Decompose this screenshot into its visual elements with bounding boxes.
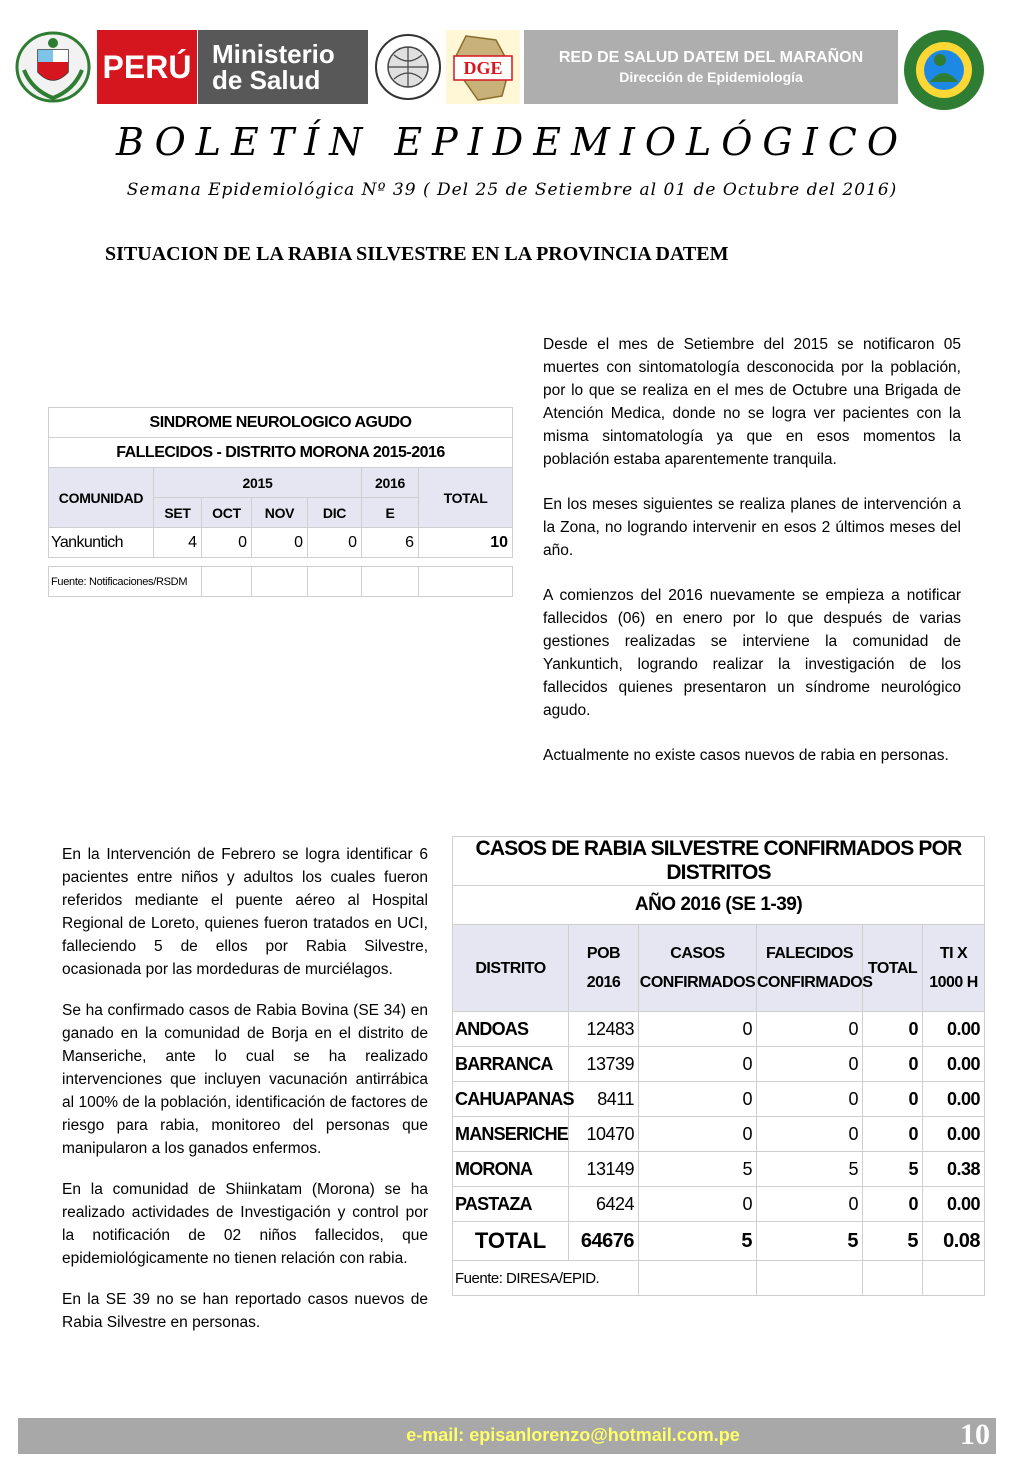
cell-value: 0 <box>252 528 308 558</box>
ministry-line-2: de Salud <box>212 65 321 95</box>
table-row <box>49 528 513 558</box>
dge-logo <box>446 30 520 104</box>
paragraph: En la comunidad de Shiinkatam (Morona) se ha realizado actividades de Investigación y control por la notificación de 02 niños fallecidos, que epidemiológicamente no tienen relación con rabia. <box>62 1181 428 1267</box>
rabies-cases-table <box>452 836 985 1296</box>
cell-value: 0 <box>308 528 362 558</box>
confirmed-deaths: 0 <box>757 1012 863 1047</box>
col-total: TOTAL <box>419 468 513 528</box>
confirmed-deaths: 5 <box>757 1152 863 1187</box>
ministry-of-health-logo <box>198 30 368 104</box>
district-name: ANDOAS <box>453 1012 569 1047</box>
confirmed-cases: 0 <box>639 1187 757 1222</box>
neurological-syndrome-table <box>48 407 513 597</box>
table1-source: Fuente: Notificaciones/RSDM <box>49 567 202 597</box>
left-text-column <box>62 843 428 1334</box>
district-name: MANSERICHE <box>453 1117 569 1152</box>
table-row <box>453 1152 985 1187</box>
district-name: BARRANCA <box>453 1047 569 1082</box>
confirmed-cases: 5 <box>639 1152 757 1187</box>
col-month: OCT <box>202 498 252 528</box>
right-text-column <box>543 333 961 767</box>
col-pob: POB 2016 <box>569 925 639 1012</box>
total: 0 <box>863 1082 923 1117</box>
col-casos-line2: CONFIRMADOS <box>639 974 756 991</box>
bulletin-title: BOLETÍN EPIDEMIOLÓGICO <box>115 120 909 164</box>
col-ti-line2: 1000 H <box>929 974 978 991</box>
population: 13149 <box>569 1152 639 1187</box>
incidence-rate: 0.00 <box>923 1117 985 1152</box>
confirmed-deaths: 0 <box>757 1117 863 1152</box>
paragraph: A comienzos del 2016 nuevamente se empieza a notificar fallecidos (06) en enero por lo que después de varias gestiones realizadas se interviene la comunidad de Yankuntich, logrando realizar la investigación de los fallecidos quienes presentaron un síndrome neurológico agudo. <box>543 587 961 719</box>
epidemiological-week: Semana Epidemiológica Nº 39 ( Del 25 de Setiembre al 01 de Octubre del 2016) <box>126 180 898 200</box>
col-month: SET <box>154 498 202 528</box>
community-name: Yankuntich <box>49 528 154 558</box>
confirmed-cases: 0 <box>639 1047 757 1082</box>
table-row <box>453 1047 985 1082</box>
svg-text:DGE: DGE <box>463 58 503 78</box>
red-de-salud-logo <box>902 28 986 112</box>
total: 0 <box>863 1047 923 1082</box>
confirmed-cases: 0 <box>639 1117 757 1152</box>
col-ti <box>923 925 985 1012</box>
table-row <box>453 1187 985 1222</box>
incidence-rate: 0.00 <box>923 1187 985 1222</box>
paragraph: Actualmente no existe casos nuevos de rabia en personas. <box>543 747 949 764</box>
col-comunidad: COMUNIDAD <box>49 468 154 528</box>
incidence-rate: 0.00 <box>923 1082 985 1117</box>
population: 10470 <box>569 1117 639 1152</box>
section-title: SITUACION DE LA RABIA SILVESTRE EN LA PROVINCIA DATEM <box>105 243 729 265</box>
col-distrito: DISTRITO <box>453 925 569 1012</box>
paragraph: En los meses siguientes se realiza planes de intervención a la Zona, no logrando intervenir en esos 2 últimos meses del año. <box>543 496 961 559</box>
footer-email[interactable]: e-mail: episanlorenzo@hotmail.com.pe <box>406 1425 740 1445</box>
col-fallecidos-line1: FALECIDOS <box>765 945 854 962</box>
cell-value: 4 <box>154 528 202 558</box>
renace-logo <box>372 30 444 104</box>
paragraph: En la SE 39 no se han reportado casos nuevos de Rabia Silvestre en personas. <box>62 1291 428 1331</box>
incidence-rate: 0.00 <box>923 1047 985 1082</box>
banner-direction-name: Dirección de Epidemiología <box>619 69 803 85</box>
col-fallecidos-line2: CONFIRMADOS <box>757 974 873 991</box>
page-number: 10 <box>960 1418 990 1451</box>
confirmed-cases: 0 <box>639 1012 757 1047</box>
table-row <box>453 1012 985 1047</box>
population: 12483 <box>569 1012 639 1047</box>
cell-value: 6 <box>362 528 419 558</box>
col-month: DIC <box>308 498 362 528</box>
district-name: CAHUAPANAS <box>453 1082 569 1117</box>
population: 8411 <box>569 1082 639 1117</box>
col-fallecidos <box>757 925 873 1012</box>
table1-subtitle: FALLECIDOS - DISTRITO MORONA 2015-2016 <box>49 438 513 468</box>
cell-value: 0 <box>202 528 252 558</box>
col-month: E <box>362 498 419 528</box>
incidence-rate: 0.00 <box>923 1012 985 1047</box>
confirmed-deaths: 0 <box>757 1082 863 1117</box>
table2-source: Fuente: DIRESA/EPID. <box>453 1261 639 1296</box>
confirmed-cases: 0 <box>639 1082 757 1117</box>
totals-cases: 5 <box>639 1222 757 1261</box>
confirmed-deaths: 0 <box>757 1187 863 1222</box>
table-row <box>453 1117 985 1152</box>
total: 0 <box>863 1117 923 1152</box>
col-ti-line1: TI X <box>939 945 968 962</box>
paragraph: Desde el mes de Setiembre del 2015 se notificaron 05 muertes con sintomatología desconocida por la población, por lo que se realiza en el mes de Octubre una Brigada de Atención Medica, donde no se logra ver pacientes con la misma sintomatología ya que en esos momentos la población estaba aparentemente tranquila. <box>543 336 961 468</box>
table-row <box>453 1082 985 1117</box>
totals-population: 64676 <box>569 1222 639 1261</box>
population: 6424 <box>569 1187 639 1222</box>
confirmed-deaths: 0 <box>757 1047 863 1082</box>
header-banner <box>524 30 898 104</box>
totals-total: 5 <box>863 1222 923 1261</box>
table1-title: SINDROME NEUROLOGICO AGUDO <box>49 408 513 438</box>
ministry-line-1: Ministerio <box>212 39 335 69</box>
district-name: PASTAZA <box>453 1187 569 1222</box>
peru-logo <box>97 30 197 104</box>
col-year-2015: 2015 <box>154 468 362 498</box>
total: 0 <box>863 1012 923 1047</box>
population: 13739 <box>569 1047 639 1082</box>
total: 5 <box>863 1152 923 1187</box>
totals-deaths: 5 <box>757 1222 863 1261</box>
paragraph: En la Intervención de Febrero se logra identificar 6 pacientes entre niños y adultos los cuales fueron referidos mediante el puente aéreo al Hospital Regional de Loreto, quienes fueron tratados en UCI, falleciendo 5 de ellos por Rabia Silvestre, ocasionada por las mordeduras de murciélagos. <box>62 846 428 978</box>
col-casos <box>639 925 757 1012</box>
peru-logo-text: PERÚ <box>102 48 192 85</box>
col-year-2016: 2016 <box>362 468 419 498</box>
paragraph: Se ha confirmado casos de Rabia Bovina (SE 34) en ganado en la comunidad de Borja en el distrito de Manseriche, ante lo cual se ha realizado intervenciones que incluyen vacunación antirrábica al 100% de la población, identificación de factores de riesgo para rabia, monitoreo del personas que manipularon a los ganados enfermos. <box>62 1002 428 1157</box>
totals-label: TOTAL <box>453 1222 569 1261</box>
banner-network-name: RED DE SALUD DATEM DEL MARAÑON <box>558 49 864 66</box>
col-casos-line1: CASOS <box>670 945 725 962</box>
table2-title: CASOS DE RABIA SILVESTRE CONFIRMADOS POR DISTRITOS <box>453 837 985 886</box>
col-month: NOV <box>252 498 308 528</box>
total: 0 <box>863 1187 923 1222</box>
incidence-rate: 0.38 <box>923 1152 985 1187</box>
table2-subtitle: AÑO 2016 (SE 1-39) <box>453 886 985 925</box>
district-name: MORONA <box>453 1152 569 1187</box>
peru-coat-of-arms-logo <box>14 30 92 104</box>
totals-rate: 0.08 <box>923 1222 985 1261</box>
col-total: TOTAL <box>863 925 923 1012</box>
row-total: 10 <box>419 528 513 558</box>
totals-row <box>453 1222 985 1261</box>
